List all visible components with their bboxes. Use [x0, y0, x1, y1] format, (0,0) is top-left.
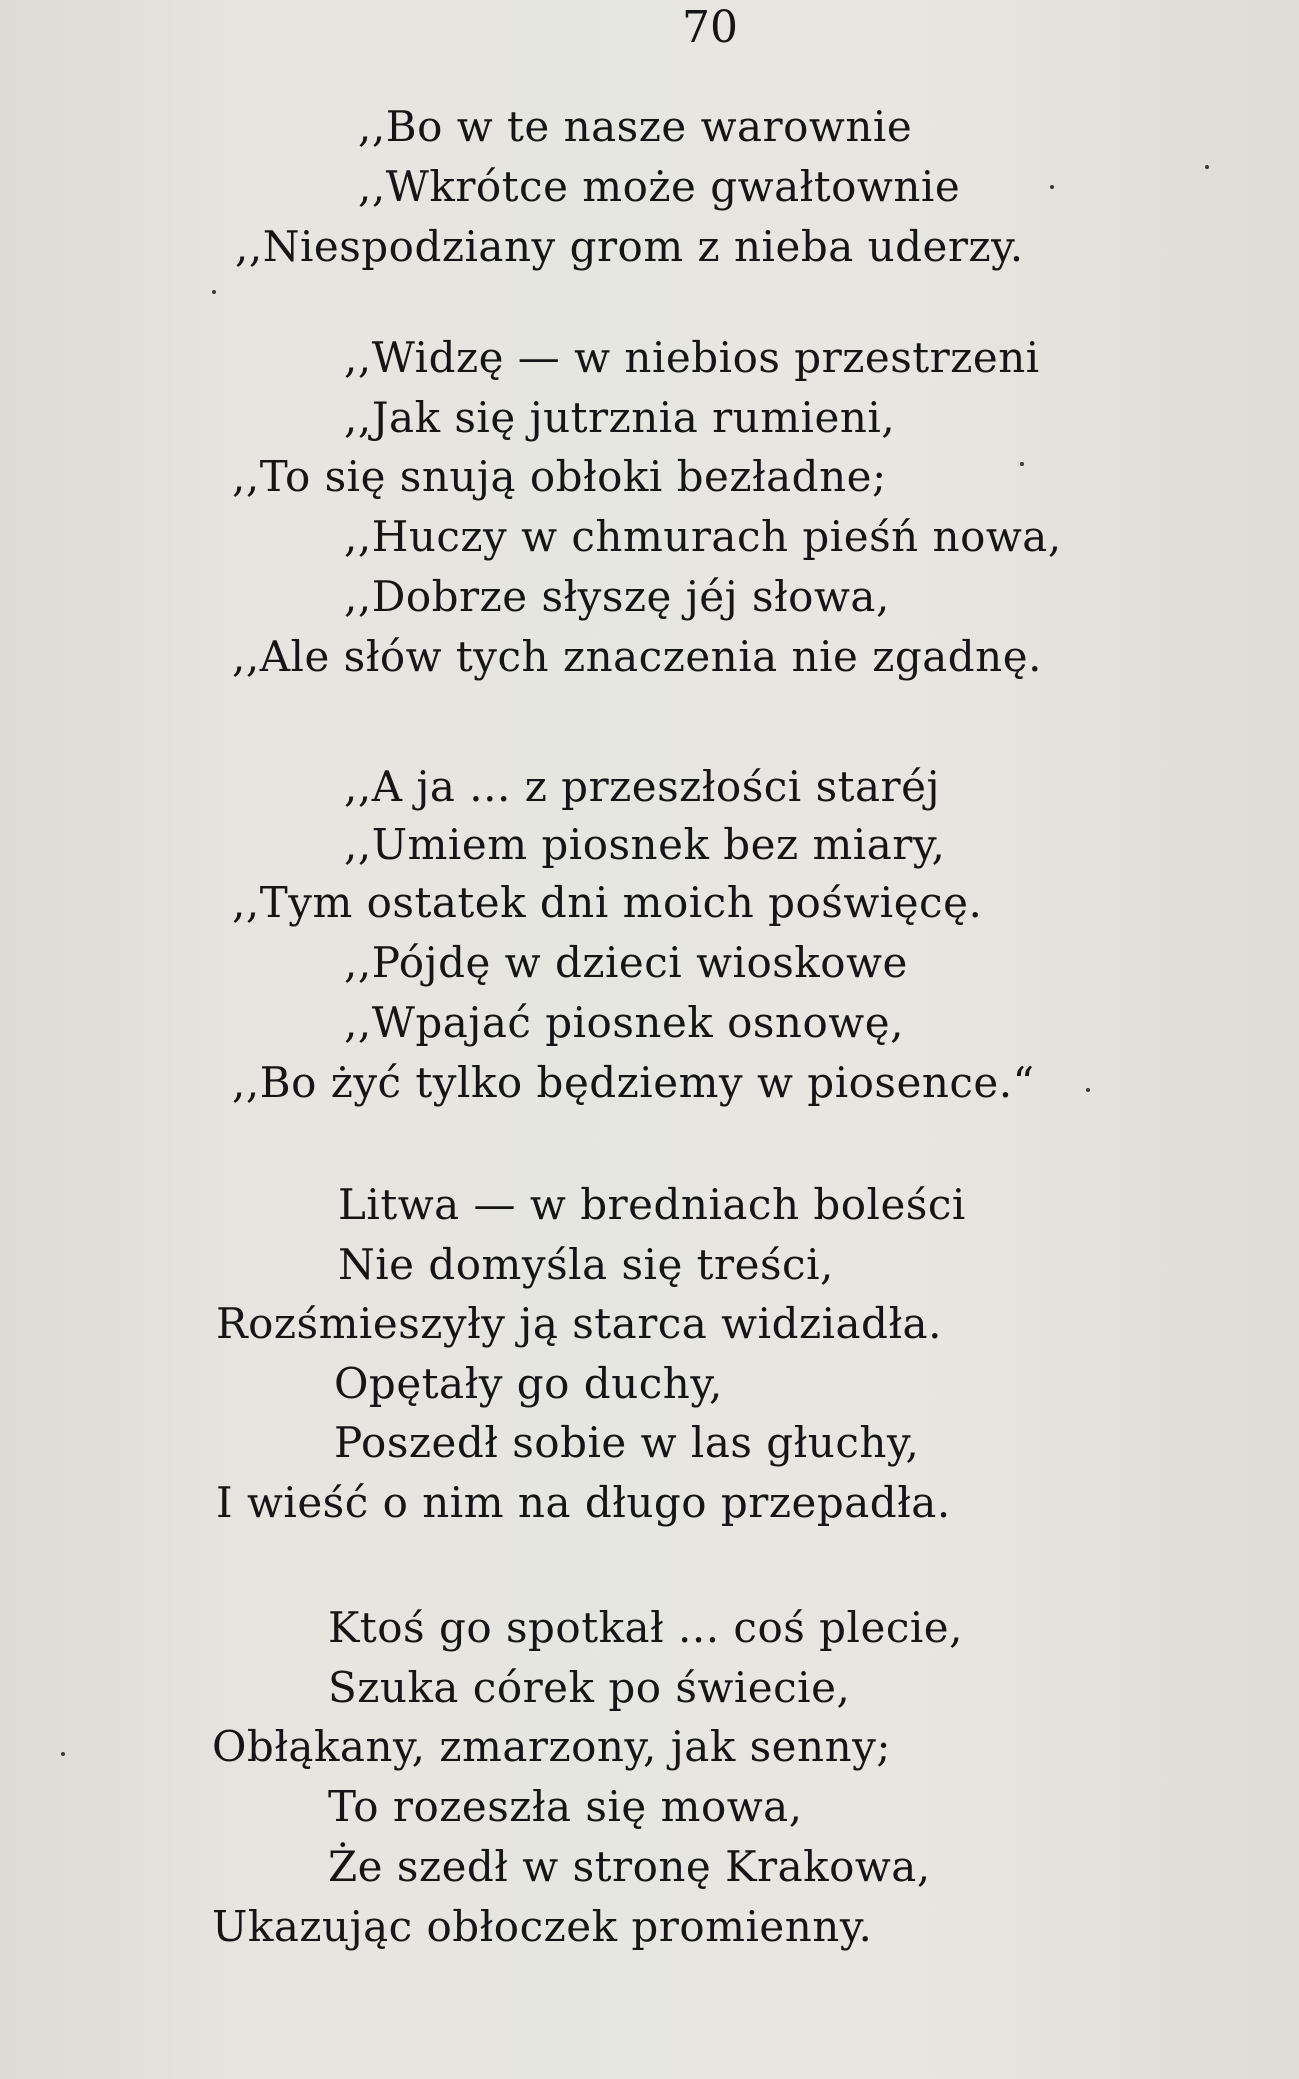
paper-speck [1086, 1088, 1090, 1092]
paper-speck [61, 1752, 65, 1756]
verse-line: ,,Wkrótce może gwałtownie [358, 162, 961, 211]
paper-speck [212, 290, 216, 294]
verse-line: ,,To się snują obłoki bezładne; [232, 452, 887, 501]
paper-speck [1050, 185, 1054, 189]
verse-line: Że szedł w stronę Krakowa, [328, 1842, 931, 1891]
verse-line: Ukazując obłoczek promienny. [212, 1902, 873, 1951]
verse-line: ,,Ale słów tych znaczenia nie zgadnę. [232, 632, 1042, 681]
verse-line: Nie domyśla się treści, [338, 1240, 834, 1289]
verse-line: ,,Bo w te nasze warownie [358, 102, 913, 151]
verse-line: ,,Bo żyć tylko będziemy w piosence.“ [232, 1058, 1035, 1107]
paper-speck [1020, 462, 1024, 466]
verse-line: ,,Huczy w chmurach pieśń nowa, [344, 512, 1062, 561]
verse-line: I wieść o nim na długo przepadła. [216, 1478, 951, 1527]
verse-line: Obłąkany, zmarzony, jak senny; [212, 1722, 892, 1771]
page-number: 70 [682, 2, 738, 53]
verse-line: ,,Tym ostatek dni moich poświęcę. [232, 878, 983, 927]
verse-line: ,,Dobrze słyszę jéj słowa, [344, 572, 890, 621]
verse-line: Opętały go duchy, [334, 1359, 723, 1408]
verse-line: Rozśmieszyły ją starca widziadła. [216, 1299, 942, 1348]
verse-line: ,,Jak się jutrznia rumieni, [344, 393, 896, 442]
verse-line: ,,Umiem piosnek bez miary, [344, 820, 946, 869]
verse-line: Ktoś go spotkał ... coś plecie, [328, 1603, 963, 1652]
verse-line: ,,A ja ... z przeszłości staréj [344, 762, 940, 811]
verse-line: ,,Widzę — w niebios przestrzeni [344, 333, 1040, 382]
verse-line: Litwa — w bredniach boleści [338, 1180, 966, 1229]
verse-line: ,,Wpajać piosnek osnowę, [344, 998, 904, 1047]
verse-line: To rozeszła się mowa, [328, 1782, 803, 1831]
verse-line: ,,Pójdę w dzieci wioskowe [344, 938, 908, 987]
paper-speck [1205, 165, 1209, 169]
verse-line: ,,Niespodziany grom z nieba uderzy. [235, 222, 1024, 271]
verse-line: Szuka córek po świecie, [328, 1663, 851, 1712]
verse-line: Poszedł sobie w las głuchy, [334, 1418, 920, 1467]
